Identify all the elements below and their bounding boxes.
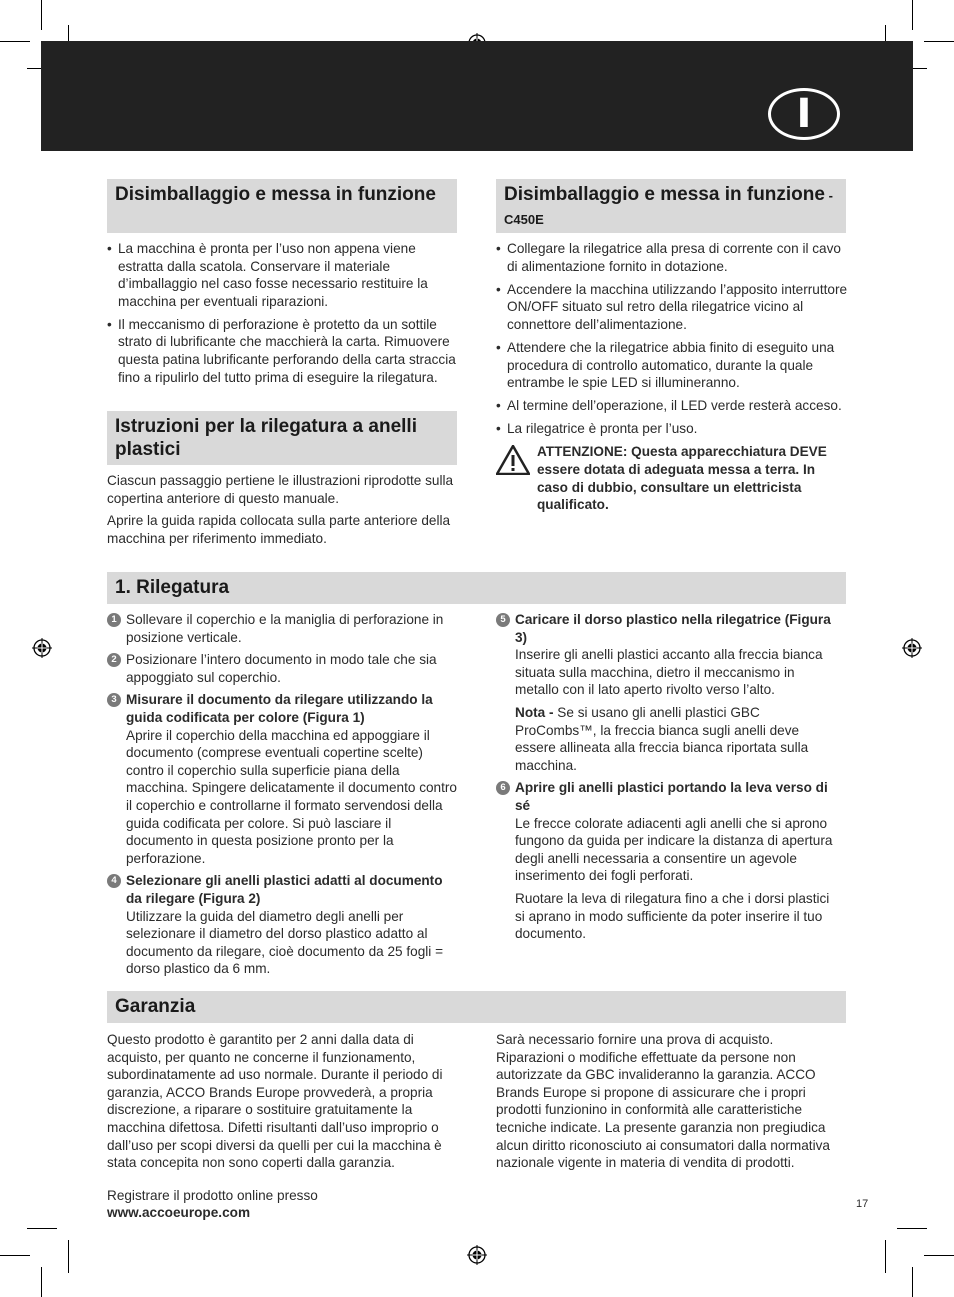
section-heading-unpacking-c450e xyxy=(496,179,846,233)
section-heading-warranty: Garanzia xyxy=(107,991,846,1023)
heading-text: Disimballaggio e messa in funzione xyxy=(504,184,825,205)
crop-mark xyxy=(897,1228,927,1229)
step-number: 4 xyxy=(107,874,121,888)
list-item: • Collegare la rilegatrice alla presa di corrente con il cavo di alimentazione fornito in dotazione. xyxy=(496,240,848,275)
paragraph: Sarà necessario fornire una prova di acquisto. Riparazioni o modifiche effettuate da persone non autorizzate da GBC invalideranno la garanzia. ACCO Brands Europe si propone di assicurare che i propri prodotti funzionino in conformità alle caratteristiche tecniche indicate. La presente garanzia non pregiudica alcun diritto riconosciuto ai consumatori dalla normativa nazionale vigente in materia di vendita di prodotti. xyxy=(496,1032,830,1171)
step-title: Aprire gli anelli plastici portando la leva verso di sé xyxy=(515,780,828,813)
list-item: • Al termine dell’operazione, il LED verde resterà acceso. xyxy=(496,397,848,415)
binding-steps-right xyxy=(496,611,841,948)
unpacking-list xyxy=(107,240,457,392)
crop-mark xyxy=(68,1240,69,1273)
crop-mark xyxy=(0,41,30,42)
crop-mark xyxy=(41,1267,42,1297)
warranty-left xyxy=(107,1031,457,1227)
crop-mark xyxy=(924,41,954,42)
crop-mark xyxy=(912,1267,913,1297)
paragraph: Ciascun passaggio pertiene le illustrazioni riprodotte sulla copertina anteriore di questo manuale. xyxy=(107,473,454,506)
step-item xyxy=(496,611,841,774)
step-number: 6 xyxy=(496,781,510,795)
section-heading-unpacking: Disimballaggio e messa in funzione xyxy=(107,179,457,233)
step-number: 1 xyxy=(107,613,121,627)
note xyxy=(515,704,841,774)
step-number: 3 xyxy=(107,693,121,707)
instructions-text xyxy=(107,472,457,552)
step-title: Selezionare gli anelli plastici adatti al documento da rilegare (Figura 2) xyxy=(126,873,443,906)
step-text: Sollevare il coperchio e la maniglia di perforazione in posizione verticale. xyxy=(126,612,444,645)
step-item xyxy=(107,872,459,978)
registration-mark-icon xyxy=(32,638,52,658)
note-label: Nota - xyxy=(515,704,554,720)
model-label: - C450E xyxy=(504,188,833,227)
paragraph: Aprire la guida rapida collocata sulla parte anteriore della macchina per riferimento immediato. xyxy=(107,513,451,546)
step-title: Caricare il dorso plastico nella rilegatrice (Figura 3) xyxy=(515,612,831,645)
register-link[interactable]: www.accoeurope.com xyxy=(107,1205,251,1221)
list-item: • Il meccanismo di perforazione è protetto da un sottile strato di lubrificante che macchierà la carta. Rimuovere questa patina lubrificante perforando della carta straccia fino a ripulirlo del tutto prima di eseguire la rilegatura. xyxy=(107,316,457,386)
step-text: Le frecce colorate adiacenti agli anelli che si aprono fungono da guida per indicare la distanza di apertura degli anelli necessaria a consentire un agevole inserimento dei fogli perforati. xyxy=(515,815,833,884)
crop-mark xyxy=(0,1255,30,1256)
step-text: Aprire il coperchio della macchina ed appoggiare il documento (comprese eventuali copertine scelte) contro il coperchio sulla superficie piana della macchina. Spingere delicatamente il documento contro il coperchio e controllarne il formato servendosi della guida codificata per colore. Si può lasciare il documento in questa posizione pronto per la perforazione. xyxy=(126,727,457,866)
step-number: 5 xyxy=(496,613,510,627)
page-number: 17 xyxy=(856,1198,869,1210)
registration-mark-icon xyxy=(467,1245,487,1265)
step-title: Misurare il documento da rilegare utilizzando la guida codificata per colore (Figura 1) xyxy=(126,692,433,725)
step-item xyxy=(107,611,459,646)
step-item xyxy=(107,691,459,867)
step-text: Posizionare l’intero documento in modo tale che sia appoggiato sul coperchio. xyxy=(126,652,437,685)
step-text: Inserire gli anelli plastici accanto alla freccia bianca situata sulla macchina, dietro il meccanismo in metallo con il lato aperto rivolto verso l’alto. xyxy=(515,647,823,698)
paragraph: Questo prodotto è garantito per 2 anni dalla data di acquisto, per quanto ne concerne il funzionamento, subordinatamente ad uso normale. Durante il periodo di garanzia, ACCO Brands Europe provvederà, a propria discrezione, a riparare o sostituire gratuitamente la macchina difettosa. Difetti risultanti dall’uso improprio o dall’uso per scopi diversi da quelli per cui la macchina è stata concepita non sono coperti dalla garanzia. xyxy=(107,1032,443,1171)
crop-mark xyxy=(27,1228,57,1229)
language-badge: I xyxy=(768,88,840,140)
step-item xyxy=(107,651,459,686)
warranty-right xyxy=(496,1031,841,1177)
list-item: • La rilegatrice è pronta per l’uso. xyxy=(496,420,848,438)
step-item xyxy=(496,779,841,942)
section-heading-instructions: Istruzioni per la rilegatura a anelli plastici xyxy=(107,411,457,465)
step-text-extra: Ruotare la leva di rilegatura fino a che i dorsi plastici si aprano in modo sufficiente da poter inserire il tuo documento. xyxy=(515,890,830,942)
list-item: • La macchina è pronta per l’uso non appena viene estratta dalla scatola. Conservare il materiale d’imballaggio nel caso fosse necessario restituire la macchina per eventuali riparazioni. xyxy=(107,240,457,310)
register-text: Registrare il prodotto online presso xyxy=(107,1187,318,1203)
crop-mark xyxy=(912,0,913,30)
note-text: Se si usano gli anelli plastici GBC ProCombs™, la freccia bianca sugli anelli deve essere allineata alla freccia bianca riportata sulla macchina. xyxy=(515,704,809,773)
registration-mark-icon xyxy=(902,638,922,658)
warning-block xyxy=(496,443,848,513)
list-item: • Attendere che la rilegatrice abbia finito di eseguito una procedura di controllo automatico, durante la quale entrambe le spie LED si illumineranno. xyxy=(496,339,848,392)
crop-mark xyxy=(924,1255,954,1256)
list-item: • Accendere la macchina utilizzando l’apposito interruttore ON/OFF situato sul retro della rilegatrice vicino al connettore dell’alimentazione. xyxy=(496,281,848,334)
crop-mark xyxy=(41,0,42,30)
section-heading-binding: 1. Rilegatura xyxy=(107,572,846,604)
register-line xyxy=(107,1187,457,1222)
step-number: 2 xyxy=(107,653,121,667)
warning-triangle-icon xyxy=(496,445,530,475)
warning-text: ATTENZIONE: Questa apparecchiatura DEVE essere dotata di adeguata messa a terra. In caso di dubbio, consultare un elettricista qualificato. xyxy=(537,444,827,513)
crop-mark xyxy=(885,1240,886,1273)
c450e-list xyxy=(496,240,848,514)
binding-steps-left xyxy=(107,611,459,983)
step-text: Utilizzare la guida del diametro degli anelli per selezionare il diametro del dorso plastico adatto al documento da rilegare, cioè documento da 25 fogli = dorso plastico da 6 mm. xyxy=(126,908,444,977)
